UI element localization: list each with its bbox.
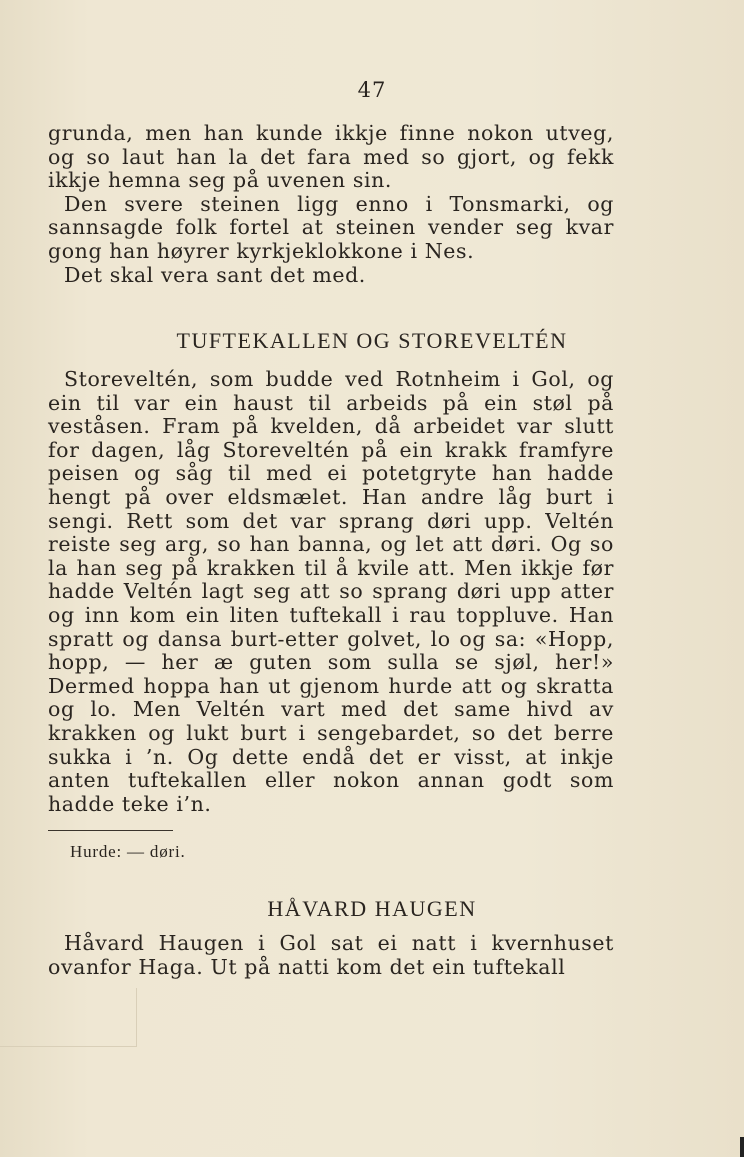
section-heading: TUFTEKALLEN OG STOREVELTÉN	[176, 328, 568, 353]
scan-edge-mark	[740, 1137, 744, 1157]
section-heading: HÅVARD HAUGEN	[267, 896, 477, 921]
paper-crease	[0, 988, 137, 1047]
paragraph: grunda, men han kunde ikkje finne nokon utveg, og so laut han la det fara med so gjort, og fekk ikkje hemna seg på uvenen sin.	[48, 121, 614, 193]
paragraph: Håvard Haugen i Gol sat ei natt i kvernhuset ovanfor Haga. Ut på natti kom det ein tuftekall	[48, 931, 614, 979]
footnote: Hurde: — døri.	[70, 842, 186, 861]
paragraph: Storeveltén, som budde ved Rotnheim i Gol, og ein til var ein haust til arbeids på ein støl på veståsen. Fram på kvelden, då arbeidet var slutt for dagen, låg Storeveltén på ein krakk framfyre peisen og såg til med ei potetgryte han hadde hengt på over eldsmælet. Han andre låg burt i sengi. Rett som det var sprang døri upp. Veltén reiste seg arg, so han banna, og let att døri. Og so la han seg på krakken til å kvile att. Men ikkje før hadde Veltén lagt seg att so sprang døri upp atter og inn kom ein liten tuftekall i rau toppluve. Han spratt og dansa burt-etter golvet, lo og sa: «Hopp, hopp, — her æ guten som sulla se sjøl, her!» Dermed hoppa han ut gjenom hurde att og skratta og lo. Men Veltén vart med det same hivd av krakken og lukt burt i sengebardet, so det berre sukka i ’n. Og dette endå det er visst, at inkje anten tuftekallen eller nokon annan godt som hadde teke i’n.	[48, 367, 614, 816]
page-number: 47	[357, 78, 387, 102]
section1-text	[48, 122, 614, 287]
footnote-rule	[48, 830, 173, 831]
section3-text	[48, 932, 614, 979]
paragraph: Den svere steinen ligg enno i Tonsmarki, og sannsagde folk fortel at steinen vender seg kvar gong han høyrer kyrkjeklokkone i Nes.	[48, 191, 614, 263]
section2-text	[48, 368, 614, 816]
paragraph: Det skal vera sant det med.	[64, 262, 366, 287]
